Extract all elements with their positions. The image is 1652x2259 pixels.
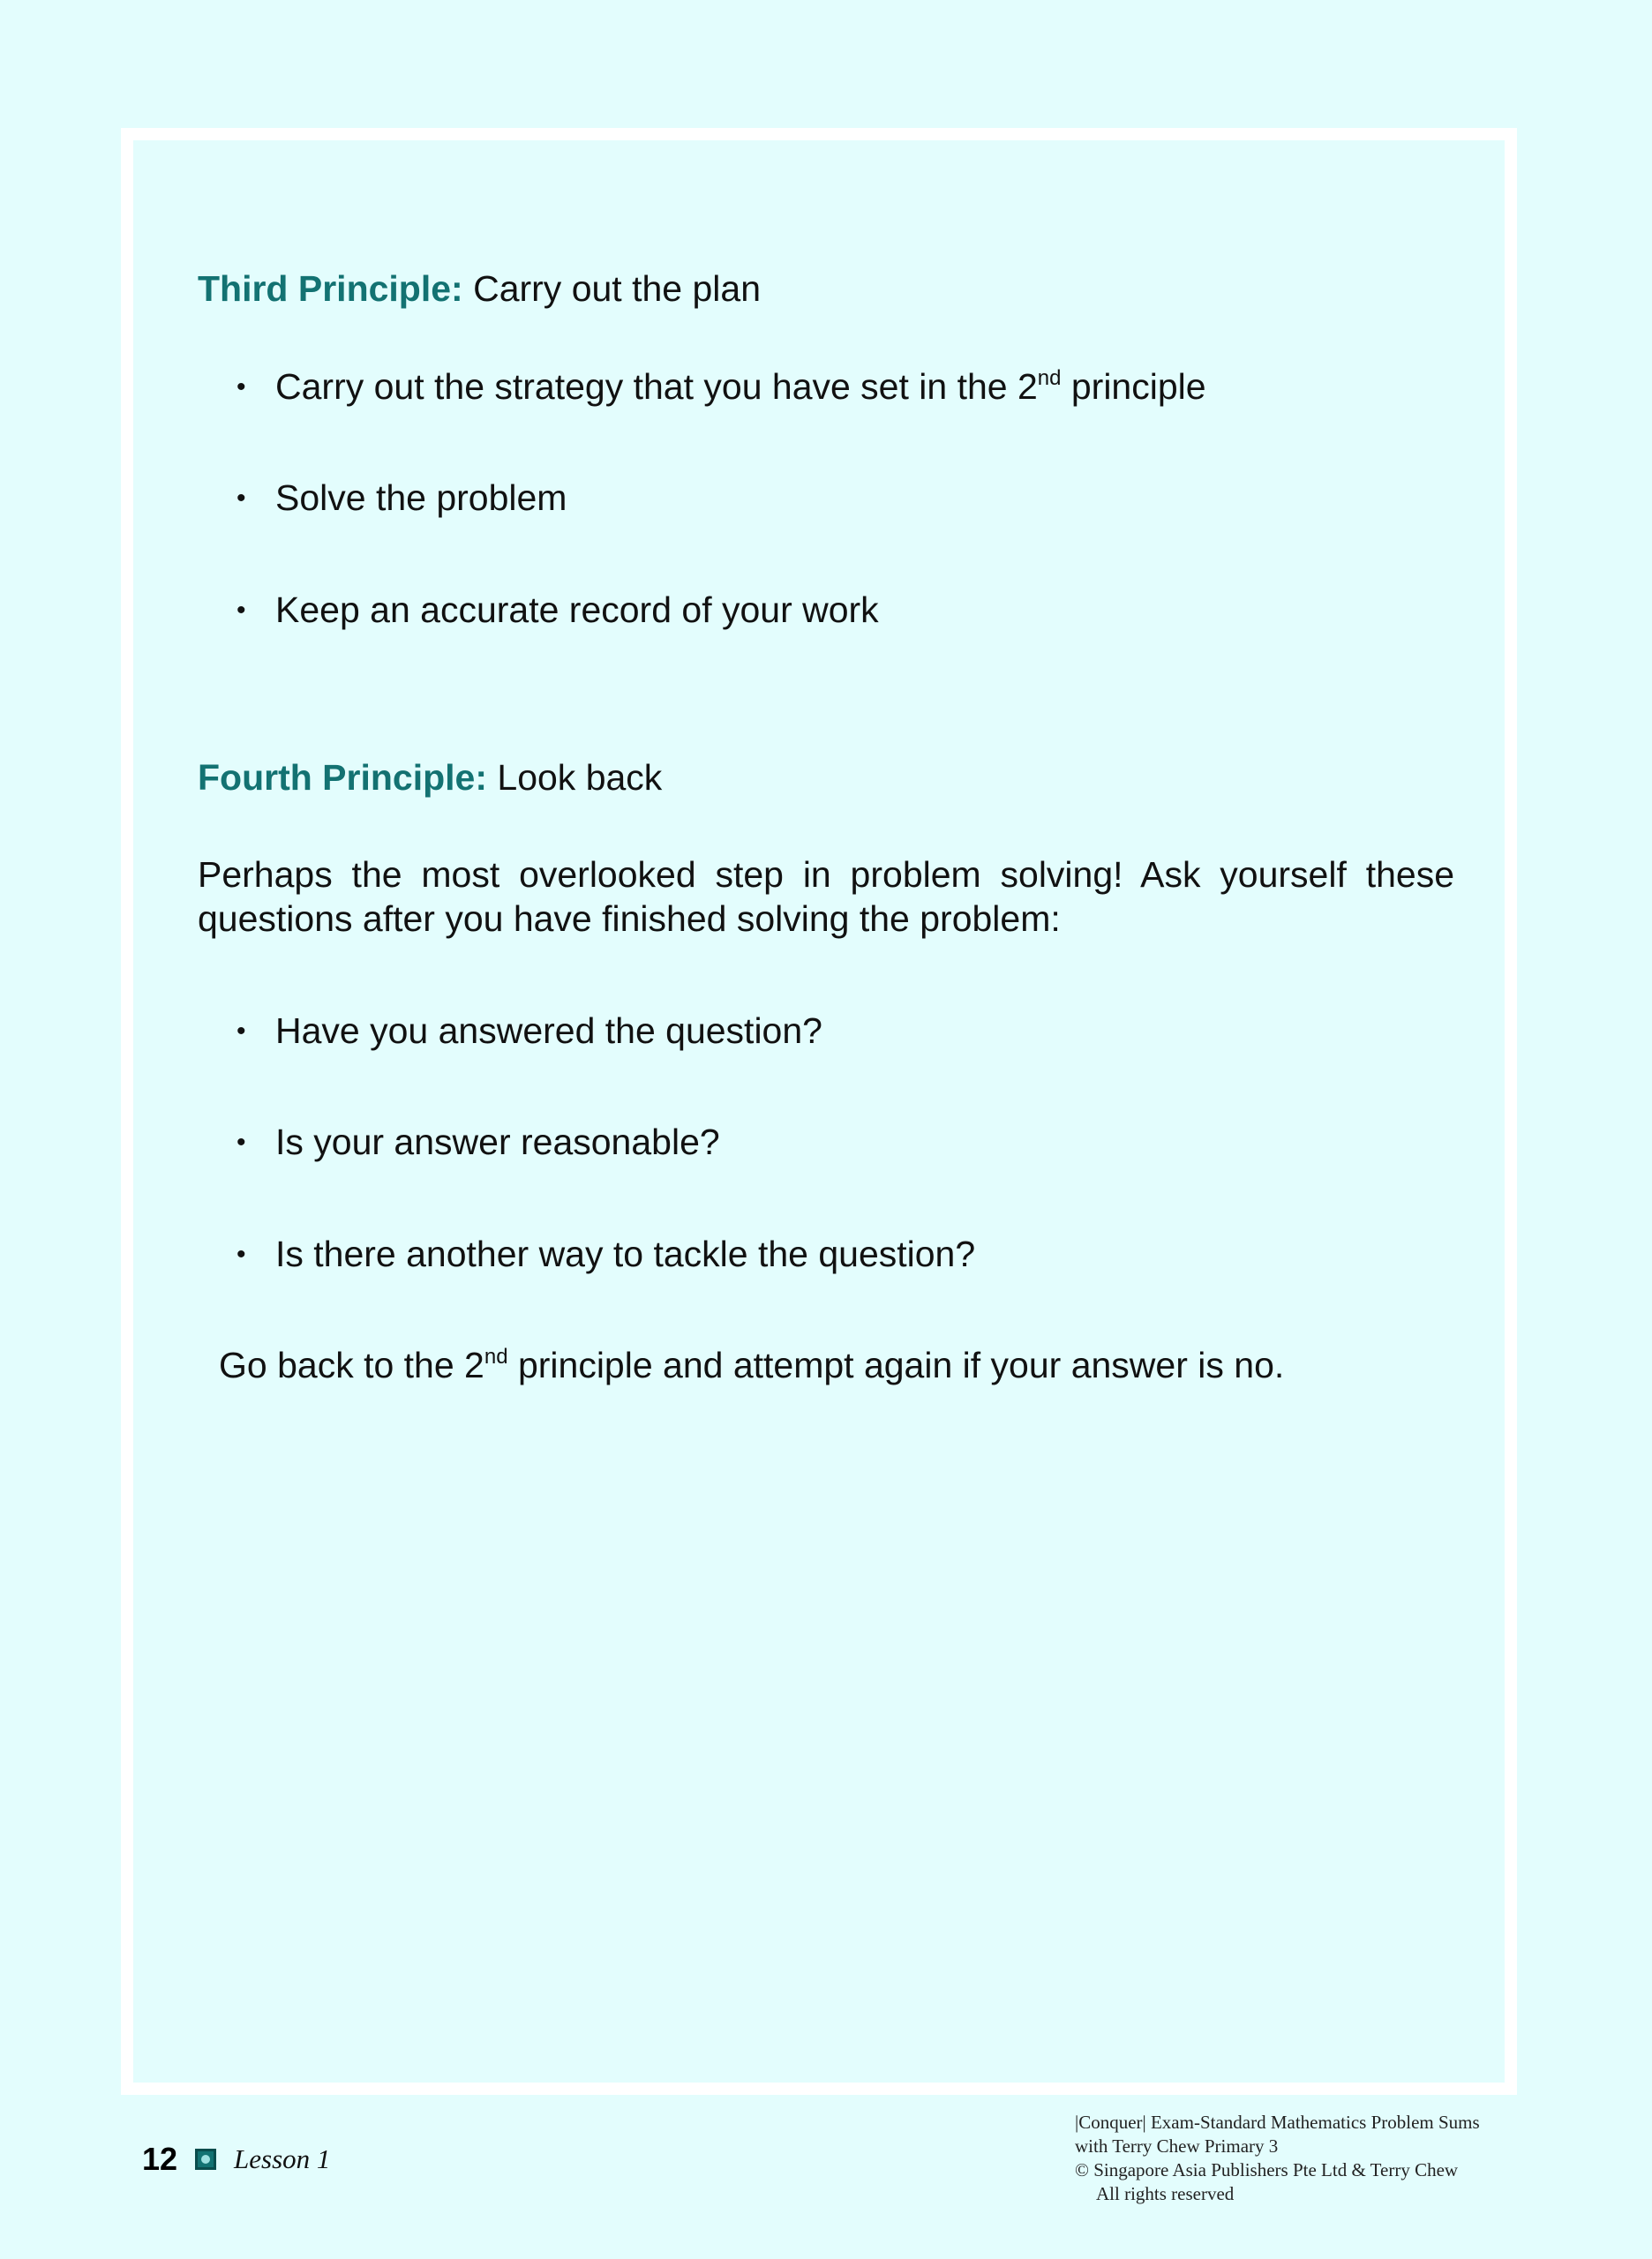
- credit-line: |Conquer| Exam-Standard Mathematics Problem Sums: [1075, 2112, 1480, 2133]
- bullet-item: • Is your answer reasonable?: [237, 1120, 720, 1165]
- footer-page-label: [142, 2141, 330, 2178]
- page-number: 12: [142, 2141, 178, 2177]
- credit-line: © Singapore Asia Publishers Pte Ltd & Terry Chew: [1075, 2159, 1459, 2180]
- bullet-icon: •: [237, 1128, 246, 1157]
- look-back-paragraph: Perhaps the most overlooked step in problem solving! Ask yourself these questions after you have finished solving the problem:: [198, 854, 1454, 939]
- bullet-item: • Is there another way to tackle the question?: [237, 1232, 975, 1277]
- bullet-icon: •: [237, 596, 246, 625]
- bullet-icon: •: [237, 484, 246, 513]
- bullet-icon: •: [237, 372, 246, 402]
- bullet-icon: •: [237, 1017, 246, 1046]
- credit-line: All rights reserved: [1096, 2183, 1235, 2204]
- credit-line: with Terry Chew Primary 3: [1075, 2135, 1279, 2157]
- footer-credits: [1075, 2111, 1480, 2206]
- bullet-item: • Have you answered the question?: [237, 1009, 822, 1054]
- lesson-label: Lesson 1: [234, 2143, 331, 2174]
- fourth-principle-heading: Fourth Principle: Look back: [198, 757, 663, 798]
- go-back-note: Go back to the 2nd principle and attempt again if your answer is no.: [219, 1345, 1285, 1385]
- bullet-item: • Solve the problem: [237, 476, 567, 521]
- bullet-item: • Keep an accurate record of your work: [237, 588, 879, 633]
- third-principle-heading: Third Principle: Carry out the plan: [198, 268, 761, 309]
- square-bullet-icon: [195, 2149, 216, 2170]
- page-border-frame: [121, 128, 1517, 2095]
- bullet-item: • Carry out the strategy that you have set in the 2nd principle: [237, 364, 1206, 409]
- bullet-icon: •: [237, 1240, 246, 1269]
